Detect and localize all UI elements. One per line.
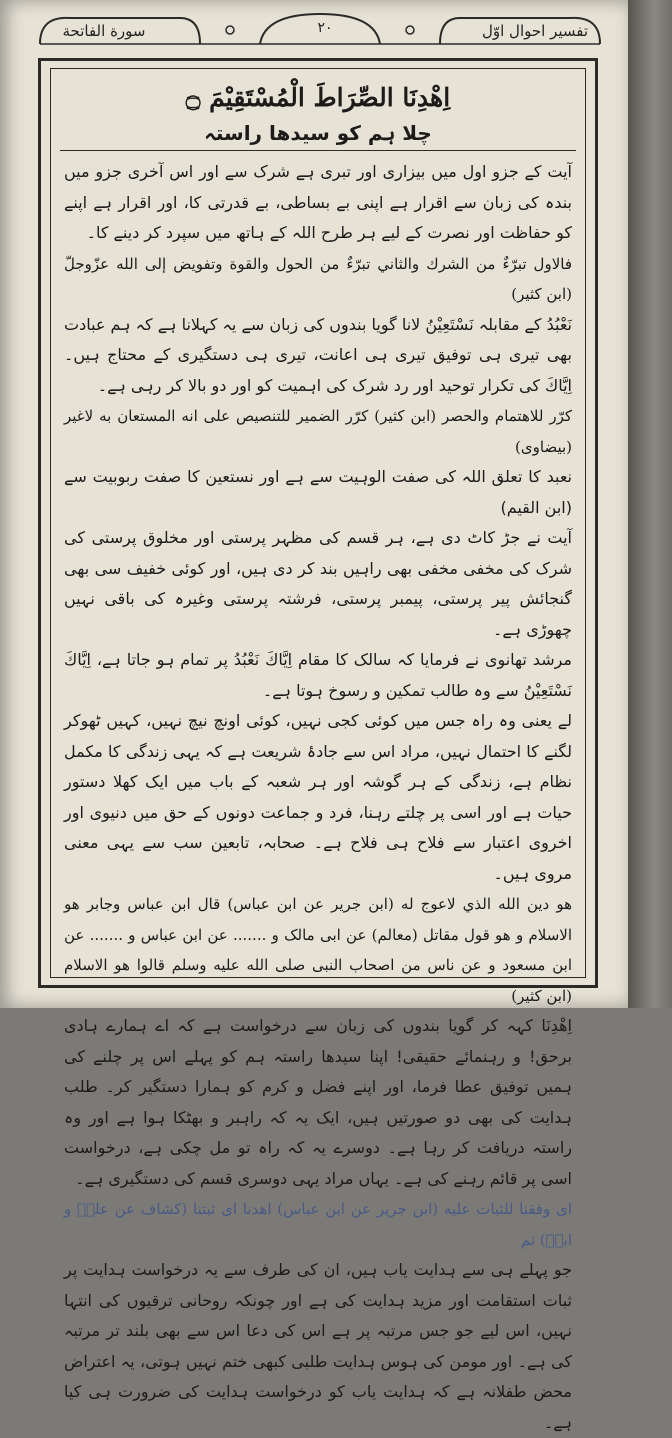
page-content [60, 76, 576, 1432]
commentary-paragraph: آیت کے جزو اول میں بیزاری اور تبری ہے شرک سے اور اس آخری جزو میں بندہ کی زبان سے اقرار ہے اپنی بے بساطی، بے قدرتی کا، اور اقرار ہے اپنے کو حفاظت اور نصرت کے لیے ہر طرح اللہ کے ہاتھ میں سپرد کر دینے کا۔ [64, 162, 572, 242]
commentary-paragraph: هو دين الله الذي لاعوج له (ابن جرير عن ابن عباس) قال ابن عباس وجابر هو الاسلام و هو قول مقاتل (معالم) عن ابی مالک و ....... عن ابن عباس و ....... عن ابن مسعود و عن ناس من اصحاب النبی صلی الله عليه وسلم قالوا هو الاسلام (ابن کثیر) [64, 895, 572, 1005]
commentary-paragraph: نعبد کا تعلق اللہ کی صفت الوہیت سے ہے اور نستعین کا صفت ربوبیت سے (ابن القیم) [64, 467, 572, 517]
commentary-paragraph: آیت نے جڑ کاٹ دی ہے، ہر قسم کی مظہر پرستی اور مخلوق پرستی کی شرک کی مخفی مخفی بھی راہیں بند کر دی ہیں، اور کوئی خفیف سی بھی گنجائش پیر پرستی، پیمبر پرستی، فرشتہ پرستی وغیرہ کی باقی نہیں چھوڑی ہے۔ [64, 528, 572, 639]
commentary-paragraph: فالاول تبرّءٌ من الشرك والثاني تبرّءٌ من الحول والقوة وتفويض إلى الله عزّوجلّ (ابن کثیر) [64, 254, 572, 303]
quran-verse: اِهْدِنَا الصِّرَاطَ الْمُسْتَقِيْمَ ۝ [185, 83, 451, 112]
commentary-paragraph: کرّر للاهتمام والحصر (ابن کثیر) کرّر الضمير للتنصيص على انه المستعان به لاغير (بیضاوی) [64, 407, 572, 456]
commentary-paragraph: جو پہلے ہی سے ہدایت یاب ہیں، ان کی طرف سے یہ درخواست ہدایت پر ثبات استقامت اور مزید ہدایت کی ہے اور چونکہ روحانی ترقیوں کی انتہا نہیں، اس لیے جو جس مرتبہ پر ہے اس کی دعا اس سے بھی بلند تر مرتبہ کی ہے۔ اور مومن کی ہوس ہدایت طلبی کبھی ختم نہیں ہوتی، یہ اعتراض محض طفلانہ ہے کہ ہدایت یاب کو درخواست ہدایت کی ضرورت ہی کیا ہے۔ [64, 1260, 572, 1432]
commentary-paragraph: ای وفقنا للثبات عليه (ابن جرير عن ابن عباس) اهدنا ای ثبتنا (کشاف عن علیؓ و ابیؓ) ثم [64, 1200, 572, 1249]
commentary-body [60, 157, 576, 1438]
page-number: ٢٠ [317, 20, 333, 36]
commentary-paragraph: اِهْدِنَا کہہ کر گویا بندوں کی زبان سے درخواست ہے کہ اے ہمارے ہادی برحق! و رہنمائے حقیقی! اپنا سیدھا راستہ ہم کو پہلے اس پر چلنے کی ہمیں توفیق عطا فرما، اور اپنے فضل و کرم کو ہمارا دستگیر کر۔ طلب ہدایت کی بھی دو صورتیں ہیں، ایک یہ کہ راہبر و بھٹکا ہوا ہے اور وہ راستہ دریافت کر رہا ہے۔ دوسرے یہ کہ راہ تو مل چکی ہے، درخواست اسی پر قائم رہنے کی ہے۔ یہاں مراد یہی دوسری قسم کی دستگیری ہے۔ [64, 1016, 572, 1188]
surah-name: سورة الفاتحة [62, 22, 146, 40]
verse-translation: چلا ہم کو سیدھا راستہ [60, 116, 576, 151]
commentary-paragraph: مرشد تھانوی نے فرمایا کہ سالک کا مقام اِيَّاكَ نَعْبُدُ پر تمام ہو جاتا ہے، اِيَّاكَ نَسْتَعِيْنُ سے وہ طالب تمکین و رسوخ ہوتا ہے۔ [64, 650, 572, 700]
page-header [30, 8, 610, 52]
book-spine [628, 0, 672, 1008]
commentary-paragraph: نَعْبُدُ کے مقابلہ نَسْتَعِيْنُ لانا گویا بندوں کی زبان سے یہ کہلانا ہے کہ ہم عبادت بھی تیری ہی توفیق تیری ہی اعانت، تیری ہی دستگیری کے محتاج ہیں۔ اِيَّاكَ کی تکرار توحید اور رد شرک کی اہمیت کو اور دو بالا کر رہی ہے۔ [64, 314, 572, 395]
commentary-paragraph: لے یعنی وہ راہ جس میں کوئی کجی نہیں، کوئی اونچ نیچ نہیں، کہیں ٹھوکر لگنے کا احتمال نہیں، مراد اس سے جادۂ شریعت ہے کہ یہی زندگی کا مکمل نظام ہے، زندگی کے ہر گوشہ اور ہر شعبہ کے باب میں ایک کھلا دستور حیات ہے اور اسی پر چلتے رہنا، فرد و جماعت دونوں کے حق میں دنیوی اور اخروی اعتبار سے فلاح ہی فلاح ہے۔ صحابہ، تابعین سب سے یہی معنی مروی ہیں۔ [64, 711, 572, 883]
book-title: تفسیر احوال اوّل [481, 22, 589, 40]
